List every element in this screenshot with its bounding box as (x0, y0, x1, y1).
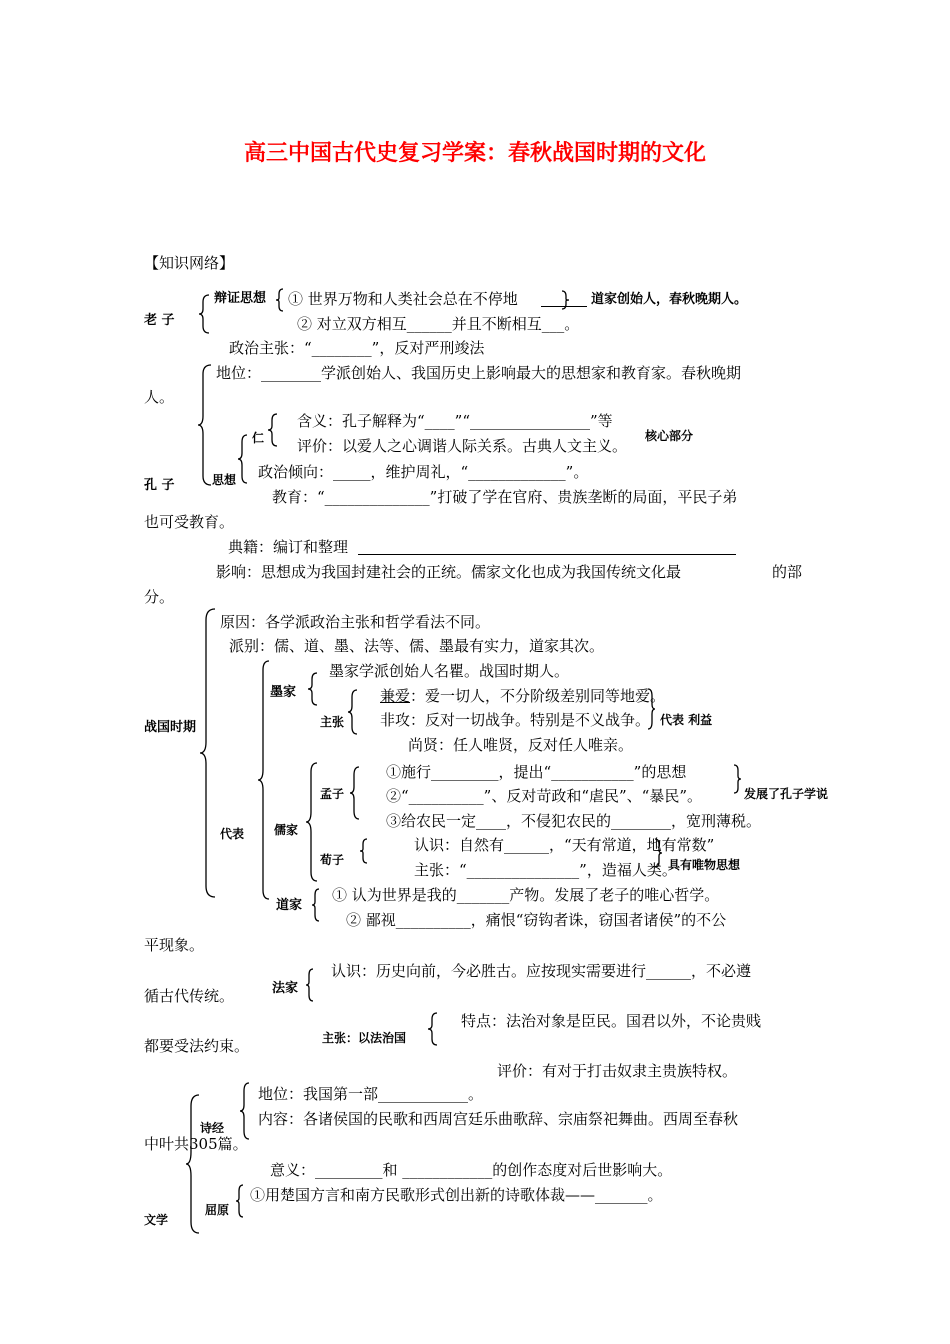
ren-eval: 评价：以爱人之心调谐人际关系。古典人文主义。 (297, 437, 628, 455)
laozi-line1: ① 世界万物和人类社会总在不停地 (288, 290, 518, 308)
laozi-brace (199, 294, 211, 334)
shijing-line3: 中叶共305篇。 (144, 1135, 248, 1153)
ren-label: 仁 (252, 431, 265, 445)
mohist-label: 墨家 (270, 685, 297, 700)
kongzi-classics: 典籍：编订和整理 (228, 538, 349, 556)
kongzi-brace (198, 364, 212, 486)
confucian-side-label: 代表 (220, 827, 245, 841)
chuci-line1: ①用楚国方言和南方民歌形式创出新的诗歌体裁——_______。 (250, 1186, 663, 1204)
jianai-word: 兼爱 (380, 687, 411, 705)
ren-meaning: 含义：孔子解释为“____”“________________”等 (297, 412, 613, 430)
laozi-label: 老 子 (144, 313, 175, 328)
taoist-brace (312, 888, 320, 922)
laozi-politics: 政治主张：“________”，反对严刑竣法 (229, 339, 485, 357)
ren-note: 核心部分 (645, 429, 694, 443)
mengzi-line1: ①施行_________，提出“___________”的思想 (386, 763, 687, 781)
shijing-line4: 意义：_________和 ____________的创作态度对后世影响大。 (270, 1161, 673, 1179)
kongzi-status-2: 人。 (144, 388, 175, 406)
chuci-label: 屈原 (205, 1203, 230, 1217)
laozi-note: 道家创始人，春秋晚期人。 (591, 292, 748, 307)
legalist-line5: 评价：有对于打击奴隶主贵族特权。 (497, 1062, 738, 1080)
xunzi-note-brace (655, 838, 663, 868)
legalist-line2: 循古代传统。 (144, 987, 235, 1005)
warring-brace (200, 608, 216, 898)
xunzi-note: 具有唯物思想 (668, 858, 741, 872)
schools-brace (258, 660, 270, 900)
section-heading: 【知识网络】 (144, 254, 235, 272)
legalist-line3: 特点：法治对象是臣民。国君以外，不论贵贱 (461, 1012, 762, 1030)
dialectic-brace (276, 288, 284, 312)
mengzi-brace (350, 766, 360, 820)
xunzi-line1: 认识：自然有______，“天有常道，地有常数” (414, 836, 715, 854)
mohist-claim-label: 主张 (320, 715, 345, 729)
xunzi-label: 荀子 (320, 853, 345, 867)
xunzi-line2: 主张：“_______________”，造福人类。 (414, 861, 677, 879)
taoist-line2: ② 鄙视__________，痛恨“窃钩者诛，窃国者诸侯”的不公 (346, 911, 727, 929)
laozi-note-brace (562, 290, 570, 310)
xunzi-brace (360, 838, 368, 864)
warring-schools: 派别：儒、道、墨、法等、儒、墨最有实力，道家其次。 (229, 637, 605, 655)
mengzi-label: 孟子 (320, 787, 345, 801)
legalist-label: 法家 (272, 981, 299, 996)
legalist-brace (306, 968, 314, 1002)
mengzi-note: 发展了孔子学说 (744, 787, 829, 801)
warring-label: 战国时期 (144, 720, 197, 735)
mengzi-note-brace (734, 764, 742, 794)
kongzi-influence-1b: 的部 (772, 563, 803, 581)
laozi-line2: ② 对立双方相互______并且不断相互___。 (297, 315, 580, 333)
jianai-text: ：爱一切人，不分阶级差别同等地爱。 (410, 687, 666, 705)
kongzi-label: 孔 子 (144, 478, 175, 493)
kongzi-influence-2: 分。 (144, 588, 175, 606)
page-title: 高三中国古代史复习学案：春秋战国时期的文化 (243, 141, 706, 166)
confucian-label: 儒家 (274, 823, 299, 837)
jianai (380, 686, 665, 706)
taoist-line1: ① 认为世界是我的_______产物。发展了老子的唯心哲学。 (332, 886, 720, 904)
literature-brace (186, 1094, 200, 1234)
classics-blank (358, 537, 736, 555)
shijing-line2: 内容：各诸侯国的民歌和西周宫廷乐曲歌辞、宗庙祭祀舞曲。西周至春秋 (258, 1110, 739, 1128)
mohist-note: 代表 利益 (660, 713, 713, 727)
mengzi-line2: ②“__________”、反对苛政和“虐民”、“暴民”。 (386, 787, 703, 805)
kongzi-education-2: 也可受教育。 (144, 513, 235, 531)
literature-label: 文学 (144, 1213, 169, 1227)
chuci-brace (236, 1184, 244, 1218)
thought-brace (238, 434, 248, 484)
taoist-label: 道家 (276, 898, 303, 913)
feigong: 非攻：反对一切战争。特别是不义战争。 (380, 711, 651, 729)
shangxian: 尚贤：任人唯贤，反对任人唯亲。 (408, 736, 634, 754)
kongzi-influence-1: 影响：思想成为我国封建社会的正统。儒家文化也成为我国传统文化最 (216, 563, 682, 581)
shijing-label: 诗经 (200, 1121, 225, 1135)
mohist-brace (308, 672, 318, 706)
thought-label: 思想 (212, 473, 237, 487)
kongzi-status-1: 地位：________学派创始人、我国历史上影响最大的思想家和教育家。春秋晚期 (216, 364, 742, 382)
legalist-claim-brace (428, 1012, 438, 1046)
dialectic-label: 辩证思想 (214, 291, 267, 306)
legalist-claim: 主张：以法治国 (322, 1031, 407, 1045)
shijing-brace (240, 1082, 250, 1140)
legalist-line1: 认识：历史向前，今必胜古。应按现实需要进行______，不必遵 (331, 962, 752, 980)
kongzi-education-1: 教育：“______________”打破了学在官府、贵族垄断的局面，平民子弟 (272, 488, 738, 506)
mohist-founder: 墨家学派创始人名瞿。战国时期人。 (329, 662, 570, 680)
taoist-line3: 平现象。 (144, 936, 205, 954)
mohist-claim-brace (348, 689, 358, 735)
kongzi-politics: 政治倾向：_____，维护周礼，“_____________”。 (258, 463, 589, 481)
warring-cause: 原因：各学派政治主张和哲学看法不同。 (220, 613, 491, 631)
mohist-note-brace (648, 688, 656, 730)
ren-brace (268, 413, 278, 447)
confucian-brace (306, 762, 318, 882)
legalist-line4: 都要受法约束。 (144, 1037, 250, 1055)
shijing-line1: 地位：我国第一部____________。 (258, 1085, 484, 1103)
mengzi-line3: ③给农民一定____，不侵犯农民的________，宽刑薄税。 (386, 812, 762, 830)
